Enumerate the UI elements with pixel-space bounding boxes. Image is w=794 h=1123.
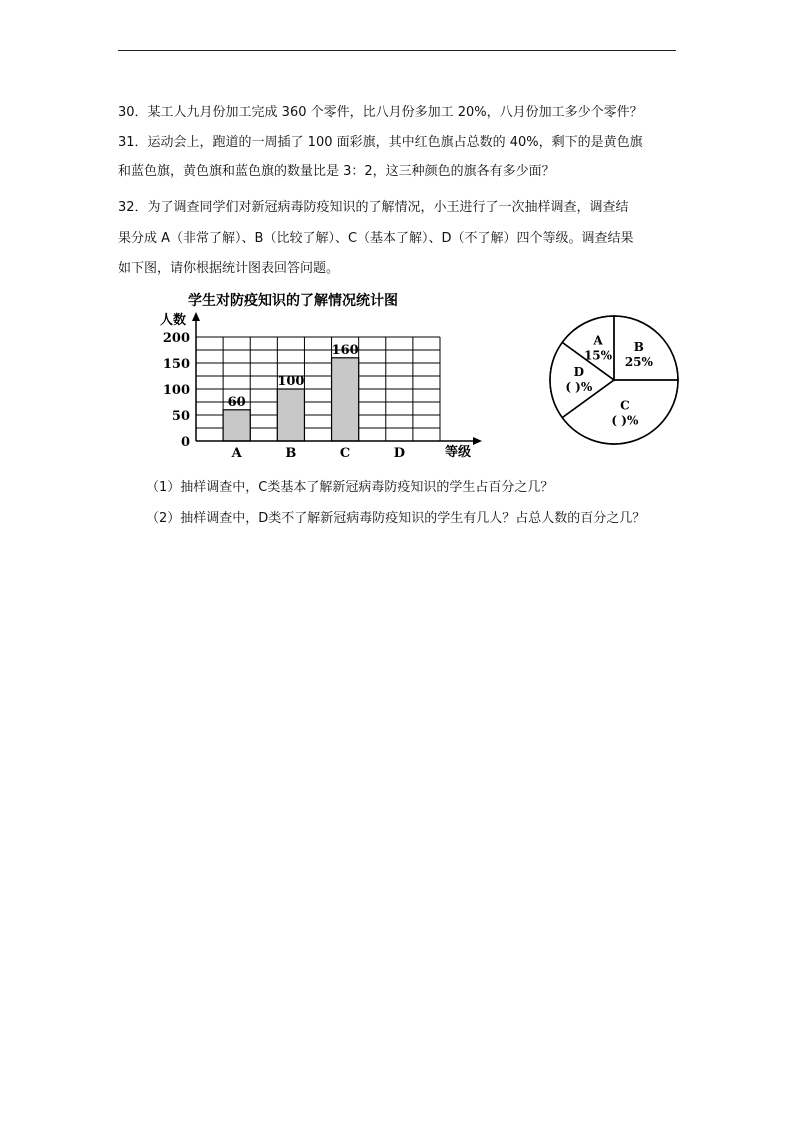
bar-c — [332, 358, 359, 441]
question-32-line-2: 果分成 A（非常了解）、B（比较了解）、C（基本了解）、D（不了解）四个等级。调查结果 — [118, 231, 634, 246]
y-axis-arrow — [192, 312, 200, 321]
pie-value-a: 15% — [583, 348, 613, 363]
question-31-line-1: 31．运动会上，跑道的一周插了 100 面彩旗，其中红色旗占总数的 40%，剩下的是黄色旗 — [118, 135, 643, 150]
y-tick-label: 0 — [180, 435, 190, 450]
question-32-line-1: 32．为了调查同学们对新冠病毒防疫知识的了解情况，小王进行了一次抽样调查，调查结 — [118, 200, 629, 215]
pie-name-c: C — [620, 398, 630, 413]
x-tick-label-d: D — [393, 446, 405, 461]
y-tick-label: 150 — [162, 357, 190, 372]
pie-name-d: D — [573, 365, 585, 379]
header-rule — [118, 50, 676, 51]
sub-question-1: （1）抽样调查中，C类基本了解新冠病毒防疫知识的学生占百分之几？ — [146, 480, 554, 495]
bar-a — [223, 410, 250, 441]
x-tick-label-c: C — [339, 446, 351, 461]
question-30: 30．某工人九月份加工完成 360 个零件，比八月份多加工 20%，八月份加工多少个零件？ — [118, 105, 643, 120]
x-tick-label-a: A — [231, 446, 242, 461]
chart-title: 学生对防疫知识的了解情况统计图 — [188, 293, 398, 309]
question-31-line-2: 和蓝色旗，黄色旗和蓝色旗的数量比是 3：2，这三种颜色的旗各有多少面？ — [118, 164, 555, 179]
pie-value-d: ( )% — [565, 380, 593, 394]
sub-question-2: （2）抽样调查中，D类不了解新冠病毒防疫知识的学生有几人？占总人数的百分之几？ — [146, 511, 646, 526]
y-tick-label: 200 — [162, 331, 190, 346]
bar-chart — [160, 290, 490, 468]
data-label-c: 160 — [331, 342, 359, 358]
x-axis-arrow — [473, 437, 482, 445]
pie-value-b: 25% — [624, 355, 653, 370]
data-label-b: 100 — [277, 374, 305, 389]
x-tick-label-b: B — [285, 446, 297, 461]
y-tick-label: 50 — [171, 409, 190, 424]
pie-name-b: B — [633, 340, 644, 355]
pie-value-c: ( )% — [611, 413, 639, 428]
pie-chart — [544, 310, 684, 450]
pie-name-a: A — [593, 333, 603, 348]
bar-b — [277, 389, 304, 441]
data-label-a: 60 — [227, 394, 246, 410]
question-32-line-3: 如下图，请你根据统计图表回答问题。 — [118, 261, 340, 276]
y-axis-label: 人数 — [160, 313, 187, 328]
x-axis-label: 等级 — [445, 445, 472, 460]
y-tick-label: 100 — [162, 383, 190, 398]
